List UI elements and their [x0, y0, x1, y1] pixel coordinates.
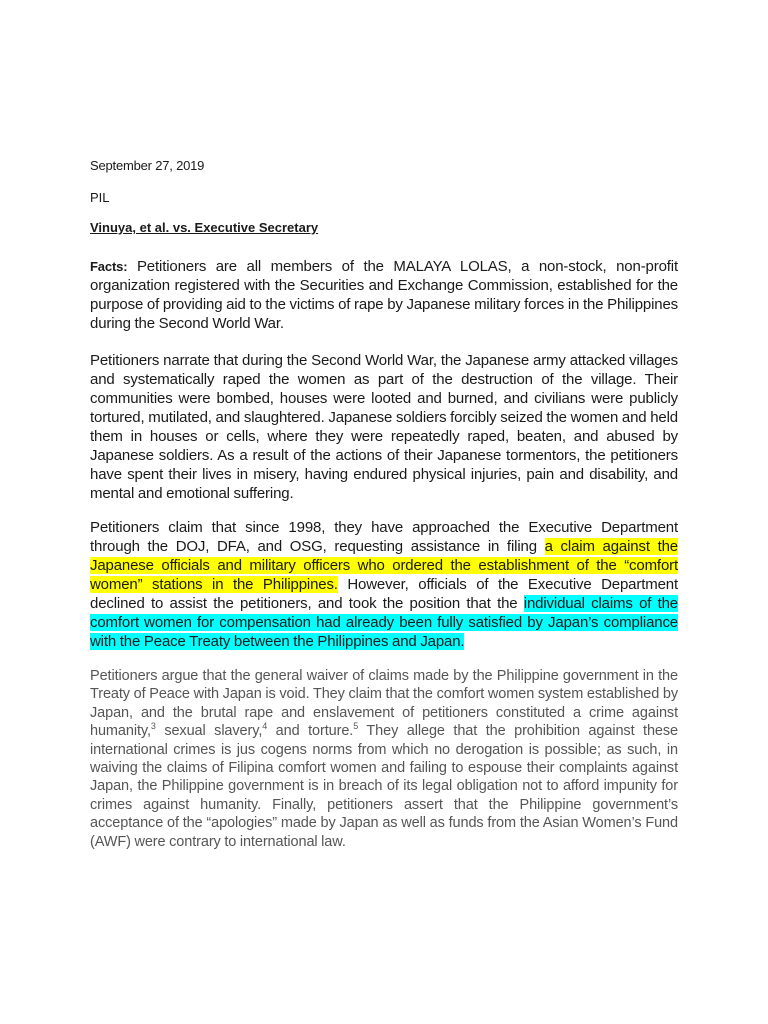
argument-text-part1: Petitioners argue that the general waiver of claims made by the Philippine government in the Treaty of Peace with Japan is void. They claim that the comfort women system established by Japan, and the brutal rape and enslavement of petitioners constituted a crime against humanity,: [90, 668, 678, 740]
argument-text-part3: and torture.: [267, 723, 354, 740]
yellow-highlight: a claim against the Japanese officials and military officers who ordered the establishment of the “comfort women” stations in the Philippines.: [90, 538, 678, 593]
facts-text: Petitioners are all members of the MALAYA LOLAS, a non-stock, non-profit organization registered with the Securities and Exchange Commission, established for the purpose of providing aid to the victims of rape by Japanese military forces in the Philippines during the Second World War.: [90, 258, 678, 332]
argument-paragraph: [90, 667, 678, 851]
facts-label: Facts:: [90, 259, 128, 274]
facts-paragraph: [90, 257, 678, 333]
footnote-ref-3: 3: [150, 721, 156, 732]
claim-paragraph: [90, 518, 678, 651]
claim-text-part2: However, officials of the Executive Department declined to assist the petitioners, and took the position that the: [90, 576, 678, 612]
document-subject: PIL: [90, 190, 110, 205]
argument-text-part4: They allege that the prohibition against these international crimes is jus cogens norms from which no derogation is possible; as such, in waiving the claims of Filipina comfort women and failing to espouse their complaints against Japan, the Philippine government is in breach of its legal obligation not to afford impunity for crimes against humanity. Finally, petitioners assert that the Philippine government’s acceptance of the “apologies” made by Japan as well as funds from the Asian Women’s Fund (AWF) were contrary to international law.: [90, 723, 678, 850]
narration-paragraph: Petitioners narrate that during the Second World War, the Japanese army attacked villages and systematically raped the women as part of the destruction of the village. Their communities were bombed, houses were looted and burned, and civilians were publicly tortured, mutilated, and slaughtered. Japanese soldiers forcibly seized the women and held them in houses or cells, where they were repeatedly raped, beaten, and abused by Japanese soldiers. As a result of the actions of their Japanese tormentors, the petitioners have spent their lives in misery, having endured physical injuries, pain and disability, and mental and emotional suffering.: [90, 352, 678, 502]
claim-text-part1: Petitioners claim that since 1998, they have approached the Executive Department through the DOJ, DFA, and OSG, requesting assistance in filing: [90, 519, 678, 555]
document-date: September 27, 2019: [90, 158, 205, 173]
footnote-ref-4: 4: [262, 721, 268, 732]
cyan-highlight: individual claims of the comfort women for compensation had already been fully satisfied by Japan’s compliance with the Peace Treaty between the Philippines and Japan.: [90, 595, 678, 650]
argument-text-part2: sexual slavery,: [155, 723, 263, 740]
case-title: Vinuya, et al. vs. Executive Secretary: [90, 220, 319, 235]
footnote-ref-5: 5: [353, 721, 359, 732]
